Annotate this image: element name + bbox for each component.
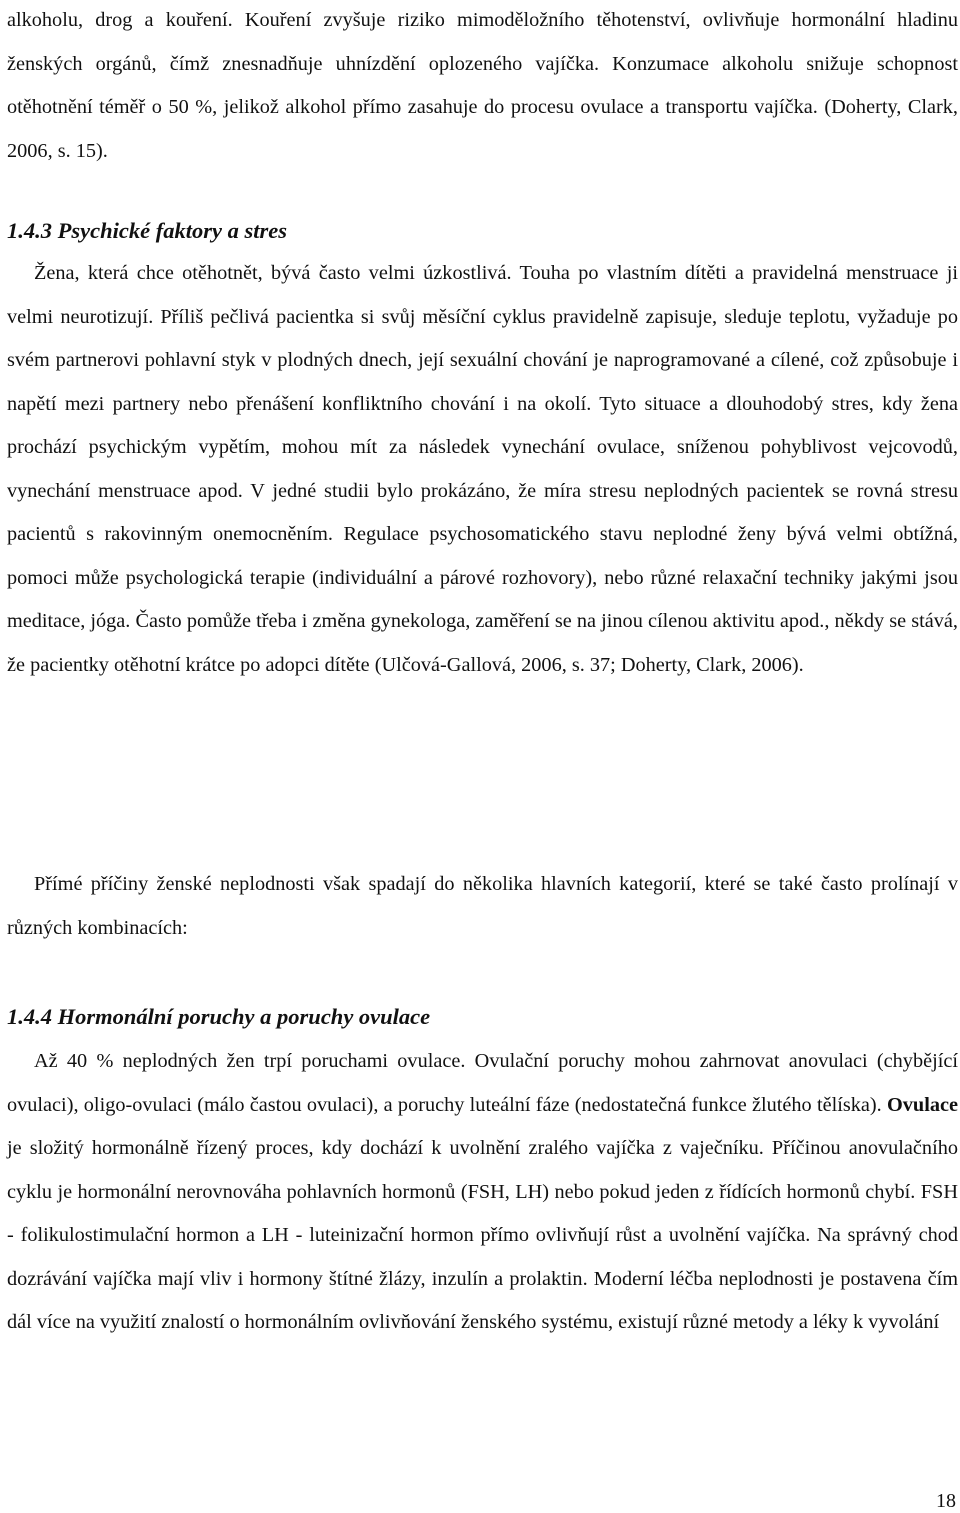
- paragraph-direct-causes: Přímé příčiny ženské neplodnosti však spadají do několika hlavních kategorií, které se také často prolínají v různých kombinacích:: [7, 873, 958, 939]
- paragraph-text-start: Až 40 % neplodných žen trpí poruchami ovulace. Ovulační poruchy mohou zahrnovat anovulaci (chybějící ovulaci), oligo-ovulaci (málo častou ovulaci), a poruchy luteální fáze (nedostatečná funkce žlutého tělíska).: [7, 1050, 958, 1116]
- heading-hormonal-disorders: 1.4.4 Hormonální poruchy a poruchy ovulace: [7, 1004, 431, 1029]
- paragraph-alcohol-smoking: alkoholu, drog a kouření. Kouření zvyšuje riziko mimoděložního těhotenství, ovlivňuje hormonální hladinu ženských orgánů, čímž znesnadňuje uhnízdění oplozeného vajíčka. Konzumace alkoholu snižuje schopnost otěhotnění téměř o 50 %, jelikož alkohol přímo zasahuje do procesu ovulace a transportu vajíčka. (Doherty, Clark, 2006, s. 15).: [7, 9, 958, 162]
- term-ovulace: Ovulace: [887, 1093, 958, 1116]
- page-number: 18: [936, 1490, 956, 1512]
- paragraph-psychic-factors: Žena, která chce otěhotnět, bývá často velmi úzkostlivá. Touha po vlastním dítěti a pravidelná menstruace ji velmi neurotizují. Příliš pečlivá pacientka si svůj měsíční cyklus pravidelně zapisuje, sleduje teplotu, vyžaduje po svém partnerovi pohlavní styk v plodných dnech, její sexuální chování je naprogramované a cílené, což způsobuje i napětí mezi partnery nebo přenášení konfliktního chování i na okolí. Tyto situace a dlouhodobý stres, kdy žena prochází psychickým vypětím, mohou mít za následek vynechání ovulace, sníženou pohyblivost vejcovodů, vynechání menstruace apod. V jedné studii bylo prokázáno, že míra stresu neplodných pacientek se rovná stresu pacientů s rakovinným onemocněním. Regulace psychosomatického stavu neplodné ženy bývá velmi obtížná, pomoci může psychologická terapie (individuální a párové rozhovory), nebo různé relaxační techniky jakými jsou meditace, jóga. Často pomůže třeba i změna gynekologa, zaměření se na jinou cílenou aktivitu apod., někdy se stává, že pacientky otěhotní krátce po adopci dítěte (Ulčová-Gallová, 2006, s. 37; Doherty, Clark, 2006).: [7, 262, 958, 676]
- paragraph-hormonal-disorders: [7, 1040, 958, 1345]
- heading-psychic-factors: 1.4.3 Psychické faktory a stres: [7, 218, 287, 243]
- paragraph-text-end: je složitý hormonálně řízený proces, kdy dochází k uvolnění zralého vajíčka z vaječníku. Příčinou anovulačního cyklu je hormonální nerovnováha pohlavních hormonů (FSH, LH) nebo pokud jeden z řídících hormonů chybí. FSH - folikulostimulační hormon a LH - luteinizační hormon přímo ovlivňují růst a uvolnění vajíčka. Na správný chod dozrávání vajíčka mají vliv i hormony štítné žlázy, inzulín a prolaktin. Moderní léčba neplodnosti je postavena čím dál více na využití znalostí o hormonálním ovlivňování ženského systému, existují různé metody a léky k vyvolání: [7, 1137, 958, 1333]
